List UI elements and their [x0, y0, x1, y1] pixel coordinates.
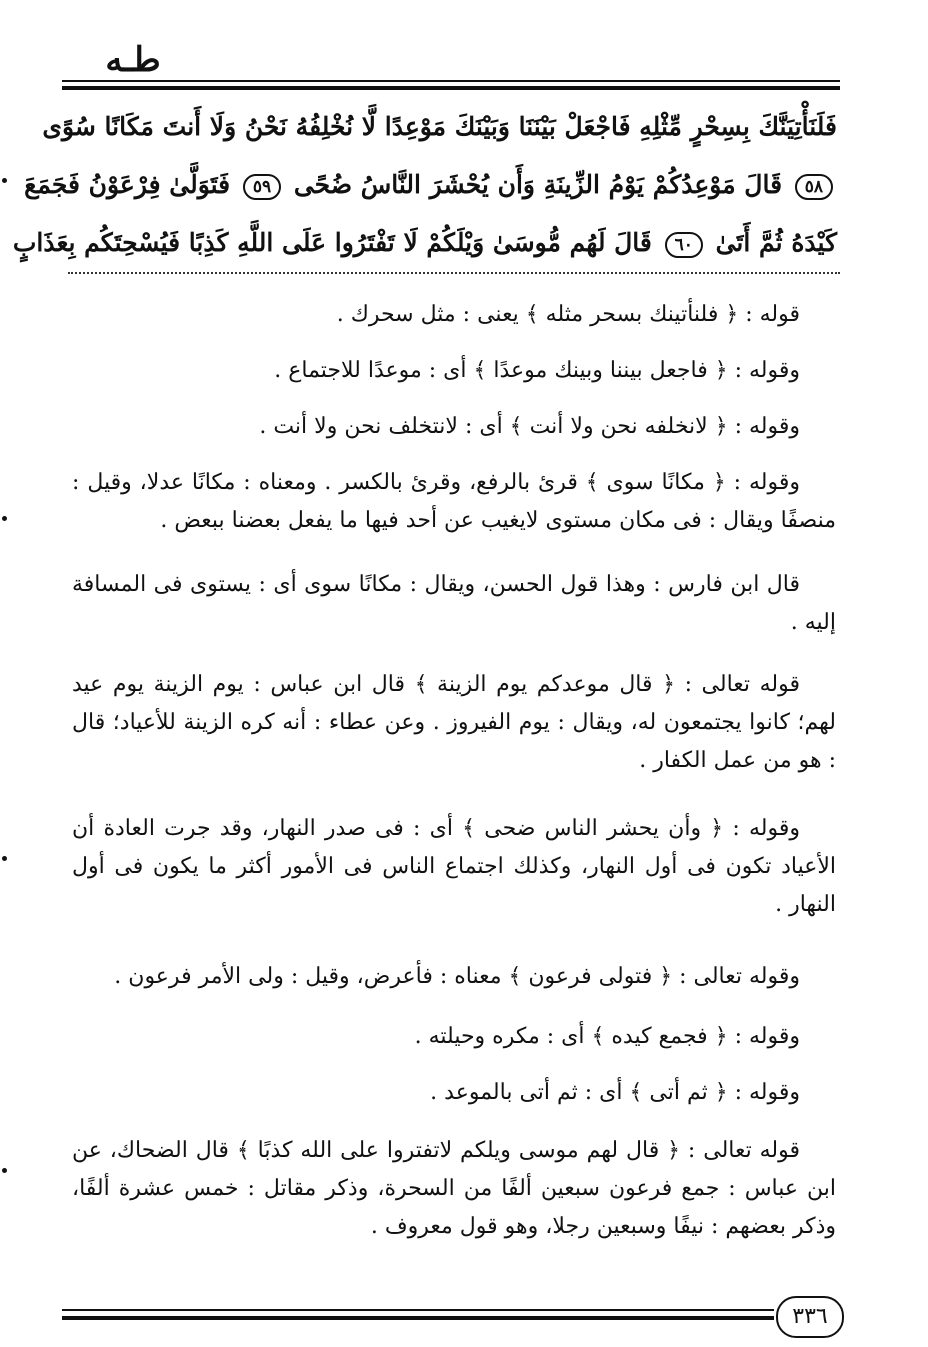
verse-line-1: فَلَنَأْتِيَنَّكَ بِسِحْرٍ مِّثْلِهِ فَاجْعَلْ بَيْنَنَا وَبَيْنَكَ مَوْعِدًا لَّا نُخْلِفُهُ نَحْنُ وَلَا أَنتَ مَكَانًا سُوًى [42, 112, 837, 141]
header-rule-top [62, 80, 840, 82]
header-rule-bottom [62, 86, 840, 90]
ayah-number-58: ٥٨ [795, 174, 833, 200]
page-number: ٣٣٦ [776, 1296, 844, 1338]
commentary-paragraph: وقوله : ﴿ فجمع كيده ﴾ أى : مكره وحيلته . [414, 1024, 800, 1049]
verse-line-2a: قَالَ مَوْعِدُكُمْ يَوْمُ الزِّينَةِ وَأَن يُحْشَرَ النَّاسُ ضُحًى [293, 170, 783, 199]
margin-mark [2, 1168, 7, 1173]
margin-mark [2, 516, 7, 521]
commentary-paragraph: وقوله : ﴿ ثم أتى ﴾ أى : ثم أتى بالموعد . [430, 1080, 800, 1105]
ayah-number-60: ٦٠ [665, 232, 703, 258]
commentary-paragraph: وقوله تعالى : ﴿ فتولى فرعون ﴾ معناه : فأعرض، وقيل : ولى الأمر فرعون . [114, 964, 800, 989]
commentary-paragraph: وقوله : ﴿ مكانًا سوى ﴾ قرئ بالرفع، وقرئ بالكسر . ومعناه : مكانًا عدلا، وقيل : منصفًا ويقال : فى مكان مستوى لايغيب عن أحد فيها ما يفعل بعضنا ببعض . [72, 470, 836, 533]
quran-verses [12, 98, 837, 272]
verse-line-3b: قَالَ لَهُم مُّوسَىٰ وَيْلَكُمْ لَا تَفْتَرُوا عَلَى اللَّهِ كَذِبًا فَيُسْحِتَكُم بِعَذَابٍ [12, 228, 652, 257]
commentary-paragraph: قوله تعالى : ﴿ قال موعدكم يوم الزينة ﴾ قال ابن عباس : يوم الزينة يوم عيد لهم؛ كانوا يجتمعون له، ويقال : يوم الفيروز . وعن عطاء : أنه كره الزينة للأعياد؛ قال : هو من عمل الكفار . [72, 672, 836, 773]
commentary-paragraph: وقوله : ﴿ لانخلفه نحن ولا أنت ﴾ أى : لانتخلف نحن ولا أنت . [259, 414, 800, 439]
commentary-paragraph: وقوله : ﴿ وأن يحشر الناس ضحى ﴾ أى : فى صدر النهار، وقد جرت العادة أن الأعياد تكون فى أول النهار، وكذلك اجتماع الناس فى الأمور أكثر ما يكون فى أول النهار . [72, 816, 836, 917]
verse-line-3 [12, 214, 837, 272]
footer-rule-bottom [62, 1316, 774, 1320]
verse-line-2 [24, 156, 837, 214]
margin-mark [2, 178, 7, 183]
commentary-paragraph: قوله : ﴿ فلنأتينك بسحر مثله ﴾ يعنى : مثل سحرك . [336, 302, 800, 327]
margin-mark [2, 856, 7, 861]
verse-line-3a: كَيْدَهُ ثُمَّ أَتَىٰ [715, 228, 837, 257]
commentary-paragraph: قال ابن فارس : وهذا قول الحسن، ويقال : مكانًا سوى أى : يستوى فى المسافة إليه . [72, 572, 836, 635]
commentary-paragraph: وقوله : ﴿ فاجعل بيننا وبينك موعدًا ﴾ أى : موعدًا للاجتماع . [274, 358, 800, 383]
verse-separator [68, 272, 840, 274]
commentary-paragraph: قوله تعالى : ﴿ قال لهم موسى ويلكم لاتفتروا على الله كذبًا ﴾ قال الضحاك، عن ابن عباس : جمع فرعون سبعين ألفًا من السحرة، وذكر مقاتل : خمس عشرة ألفًا، وذكر بعضهم : نيفًا وسبعين رجلا، وهو قول معروف . [72, 1138, 836, 1239]
footer-rule-top [62, 1309, 774, 1311]
ayah-number-59: ٥٩ [243, 174, 281, 200]
surah-title: طـه [105, 40, 161, 80]
verse-line-2b: فَتَوَلَّىٰ فِرْعَوْنُ فَجَمَعَ [24, 170, 231, 199]
